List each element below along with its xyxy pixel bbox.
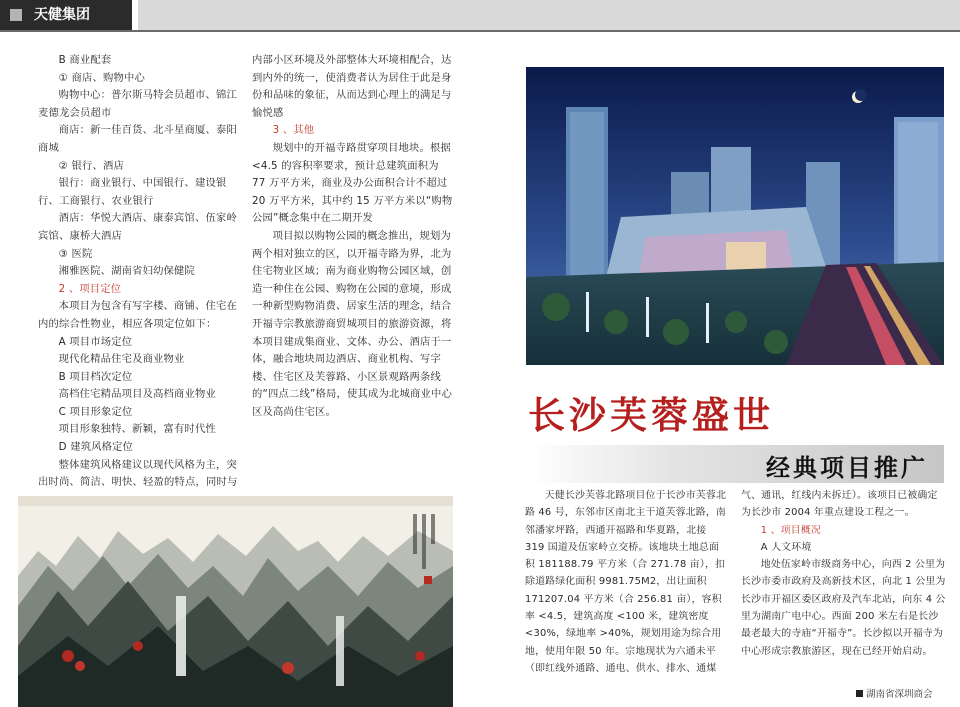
- square-bullet-icon: [856, 690, 863, 697]
- landscape-painting-art: [18, 496, 453, 707]
- paragraph: 高档住宅精品项目及高档商业物业: [58, 388, 217, 401]
- paragraph: 地处伍家岭市级商务中心，向西 2 公里为长沙市委市政府及高新技术区，向北 1 公里为长沙市开福区委区政府及汽车北站，向东 4 公里为湖南广电中心。西面 200 米左右是长沙最老最大的寺庙“开福寺”。长沙拟以开福寺为中心形成宗教旅游区，现在已经开始启动。: [741, 559, 946, 657]
- paragraph: B 项目档次定位: [58, 370, 133, 383]
- paragraph: ① 商店、购物中心: [58, 71, 145, 84]
- paragraph: 现代化精品住宅及商业物业: [58, 353, 185, 366]
- header-divider: [132, 0, 138, 30]
- text-column-3: [525, 487, 728, 677]
- paragraph: C 项目形象定位: [58, 405, 133, 418]
- subtitle-banner: [528, 445, 944, 483]
- paragraph: 项目形象独特、新颖，富有时代性: [58, 423, 217, 436]
- paragraph: 项目拟以购物公园的概念推出，规划为两个相对独立的区，以开福寺路为界，北为住宅物业区域；南为商业购物公园区域，创造一种住在公园、购物在公园的意境，形成一种新型购物消费、居家生活的理念，结合开福寺宗教旅游商贸城项目的旅游资源，将本项目建成集商业、文体、办公、酒店于一体，融合地块周边酒店、商业机构、写字楼、住宅区及芙蓉路、小区景观路两条线的“四点二线”格局，使其成为北城商业中心区及高尚住宅区。: [252, 229, 453, 418]
- paragraph: 天健长沙芙蓉北路项目位于长沙市芙蓉北路 46 号，东邻市区南北主干道芙蓉北路，南邻潘家坪路，西通开福路和华夏路，北接 319 国道及伍家岭立交桥。该地块土地总面积 181188.79 平方米（合 271.78 亩），扣除道路绿化面积 9981.75M2，出让面积 171207.04 平方米（合 256.81 亩），容积率 <4.5，建筑高度 <100 米，建筑密度 <30%，绿地率 >40%，规划用途为综合用地，使用年限 50 年。宗地现状为六通未平（即红线外通路、通电、供水、排水、通煤: [525, 490, 727, 674]
- paragraph: 气、通讯，红线内未拆迁）。该项目已被确定为长沙市 2004 年重点建设工程之一。: [741, 490, 938, 519]
- brand-label: 天健集团: [0, 0, 132, 30]
- paragraph: 2 、项目定位: [58, 282, 122, 295]
- text-column-4: [741, 487, 946, 660]
- paragraph: A 项目市场定位: [58, 335, 133, 348]
- paragraph: D 建筑风格定位: [58, 441, 134, 454]
- paragraph: ③ 医院: [58, 247, 93, 260]
- paragraph: B 商业配套: [58, 54, 112, 66]
- paragraph: 酒店：华悦大酒店、康泰宾馆、伍家岭宾馆、康桥大酒店: [38, 212, 238, 242]
- landscape-painting-image: [18, 496, 453, 707]
- paragraph: 内部小区环境及外部整体大环境相配合，达到内外的统一，使消费者认为居住于此是身份和品味的象征，从而达到心理上的满足与愉悦感: [252, 54, 452, 119]
- paragraph: A 人文环境: [760, 541, 812, 553]
- night-city-art: [526, 67, 944, 365]
- paragraph: 银行：商业银行、中国银行、建设银行、工商银行、农业银行: [38, 177, 227, 207]
- page-title: 长沙芙蓉盛世: [528, 393, 774, 437]
- paragraph: ② 银行、酒店: [58, 159, 124, 172]
- page-subtitle: 经典项目推广: [766, 453, 928, 482]
- paragraph: 湘雅医院、湖南省妇幼保健院: [58, 265, 196, 278]
- footer-text: 湖南省深圳商会: [866, 689, 933, 700]
- paragraph: 整体建筑风格建议以现代风格为主，突出时尚、简洁、明快、轻盈的特点，同时与: [38, 458, 238, 489]
- text-column-2: [252, 52, 454, 421]
- project-rendering-image: [526, 67, 944, 365]
- paragraph: 3 、其他: [272, 124, 315, 137]
- text-column-1: [38, 52, 240, 492]
- footer-credit: [856, 686, 933, 700]
- paragraph: 本项目为包含有写字楼、商铺、住宅在内的综合性物业，相应各项定位如下：: [38, 300, 238, 330]
- header-bar: [0, 0, 960, 32]
- paragraph: 商店：新一佳百货、北斗星商厦、泰阳商城: [38, 124, 238, 154]
- paragraph: 购物中心：普尔斯马特会员超市、锦江麦德龙会员超市: [38, 89, 238, 119]
- paragraph: 规划中的开福寺路贯穿项目地块。根据 <4.5 的容积率要求，预计总建筑面积为 77 万平方米，商业及办公面积合计不超过 20 万平方米，其中约 15 万平方米以“购物公园”概念集中在二期开发: [252, 141, 453, 225]
- paragraph: 1 、项目概况: [760, 524, 821, 536]
